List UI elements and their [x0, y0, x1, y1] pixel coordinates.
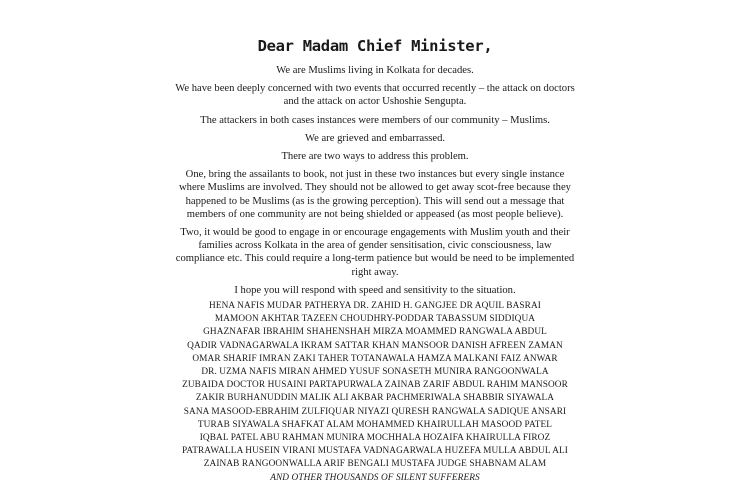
signatory-line: PATRAWALLA HUSEIN VIRANI MUSTAFA VADNAGARWALA HUZEFA MULLA ABDUL ALI [182, 446, 568, 457]
paragraph-grieved: We are grieved and embarrassed. [304, 132, 446, 144]
signatory-line: GHAZNAFAR IBRAHIM SHAHENSHAH MIRZA MOAMMED RANGWALA ABDUL [203, 327, 547, 338]
signatory-line: QADIR VADNAGARWALA IKRAM SATTAR KHAN MANSOOR DANISH AFREEN ZAMAN [187, 340, 563, 351]
signatory-line: DR. UZMA NAFIS MIRAN AHMED YUSUF SONASETH MUNIRA RANGOONWALA [201, 367, 549, 378]
paragraph-hope: I hope you will respond with speed and sensitivity to the situation. [234, 284, 516, 296]
signatory-line: SANA MASOOD-EBRAHIM ZULFIQUAR NIYAZI QURESH RANGWALA SADIQUE ANSARI [183, 406, 567, 417]
paragraph-two: Two, it would be good to engage in or encourage engagements with Muslim youth and their families across Kolkata in the area of gender sensitisation, civic consciousness, law compliance etc. This could require a long-term patience but would be need to be implemented right away. [175, 227, 575, 278]
signatory-line: IQBAL PATEL ABU RAHMAN MUNIRA MOCHHALA HOZAIFA KHAIRULLA FIROZ [199, 433, 551, 444]
signatory-line: HENA NAFIS MUDAR PATHERYA DR. ZAHID H. GANGJEE DR AQUIL BASRAI [209, 301, 541, 312]
open-letter [175, 36, 575, 485]
signatories-list [175, 300, 575, 485]
paragraph-attackers: The attackers in both cases instances were members of our community – Muslims. [200, 114, 550, 126]
salutation: Dear Madam Chief Minister, [257, 37, 493, 55]
signatory-line: OMAR SHARIF IMRAN ZAKI TAHER TOTANAWALA HAMZA MALKANI FAIZ ANWAR [192, 353, 558, 364]
signatory-line: ZAKIR BURHANUDDIN MALIK ALI AKBAR PACHMERIWALA SHABBIR SIYAWALA [195, 393, 555, 404]
closing-line: AND OTHER THOUSANDS OF SILENT SUFFERERS [270, 472, 480, 483]
signatory-line: MAMOON AKHTAR TAZEEN CHOUDHRY-PODDAR TABASSUM SIDDIQUA [214, 314, 536, 325]
signatory-line: ZAINAB RANGOONWALLA ARIF BENGALI MUSTAFA JUDGE SHABNAM ALAM [203, 459, 547, 470]
paragraph-concern: We have been deeply concerned with two events that occurred recently – the attack on doctors and the attack on actor Ushoshie Sengupta. [175, 83, 575, 108]
paragraph-one: One, bring the assailants to book, not just in these two instances but every single instance where Muslims are involved. They should not be allowed to get away scot-free because they happened to be Muslims (as is the growing perception). This will send out a message that members of one community are not being shielded or appeased (as most people believe). [179, 169, 571, 220]
paragraph-intro: We are Muslims living in Kolkata for decades. [276, 65, 474, 76]
signatory-line: ZUBAIDA DOCTOR HUSAINI PARTAPURWALA ZAINAB ZARIF ABDUL RAHIM MANSOOR [182, 380, 568, 391]
paragraph-two-ways: There are two ways to address this problem. [281, 151, 469, 163]
signatory-line: TURAB SIYAWALA SHAFKAT ALAM MOHAMMED KHAIRULLAH MASOOD PATEL [197, 419, 553, 430]
